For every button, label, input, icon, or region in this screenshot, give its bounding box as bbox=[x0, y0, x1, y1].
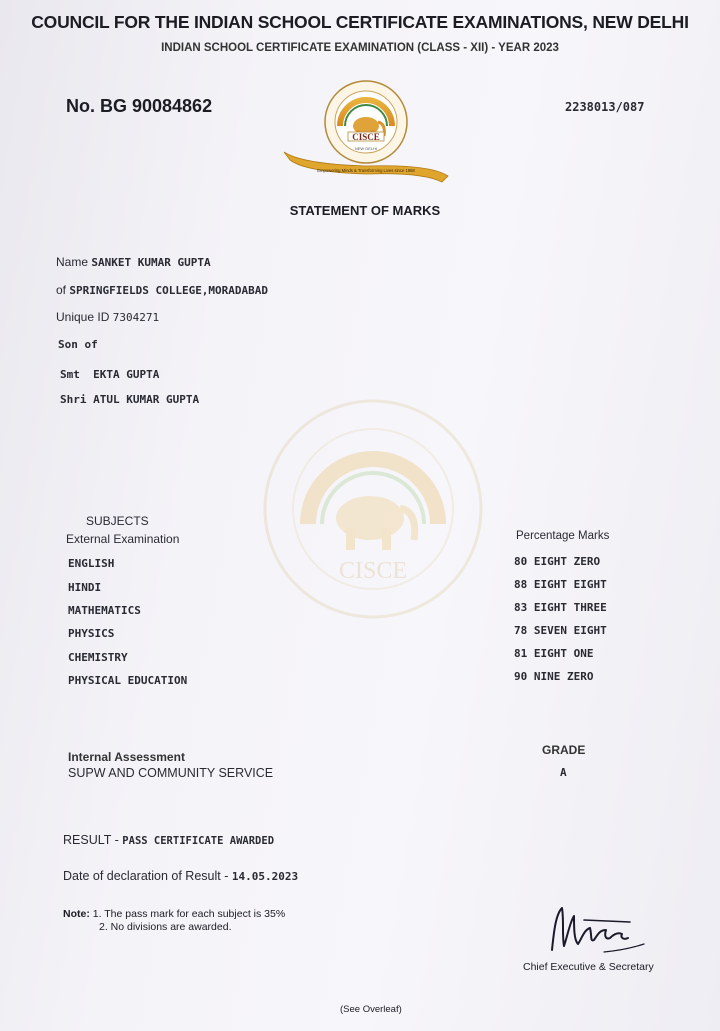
subject-marks: 90 NINE ZERO bbox=[514, 670, 594, 683]
council-heading: COUNCIL FOR THE INDIAN SCHOOL CERTIFICATE EXAMINATIONS, NEW DELHI bbox=[31, 12, 689, 32]
note-line-2: 2. No divisions are awarded. bbox=[99, 921, 232, 933]
subjects-heading: SUBJECTS bbox=[86, 514, 149, 528]
mother-row bbox=[60, 368, 159, 381]
declaration-row bbox=[63, 869, 298, 883]
certificate-number: No. BG 90084862 bbox=[66, 96, 213, 116]
logo-seal-text: CISCE bbox=[352, 132, 380, 142]
subject-name: HINDI bbox=[68, 581, 102, 594]
unique-id: 7304271 bbox=[112, 311, 160, 324]
secretary-signature bbox=[540, 900, 652, 956]
result-row bbox=[63, 833, 274, 847]
mother-label: Smt bbox=[60, 368, 80, 381]
unique-id-label: Unique ID bbox=[56, 310, 110, 324]
candidate-name: SANKET KUMAR GUPTA bbox=[91, 256, 211, 269]
subject-marks: 80 EIGHT ZERO bbox=[514, 555, 601, 568]
relation-label: Son of bbox=[58, 338, 98, 351]
subject-name: CHEMISTRY bbox=[68, 651, 128, 664]
note-line-1: 1. The pass mark for each subject is 35% bbox=[92, 908, 286, 920]
school-name: SPRINGFIELDS COLLEGE,MORADABAD bbox=[69, 284, 269, 297]
reference-number: 2238013/087 bbox=[565, 100, 645, 114]
signatory-title: Chief Executive & Secretary bbox=[523, 961, 654, 973]
school-row bbox=[56, 283, 268, 297]
document-title: STATEMENT OF MARKS bbox=[289, 203, 441, 218]
unique-id-row bbox=[56, 310, 159, 324]
name-label: Name bbox=[56, 255, 89, 269]
declaration-date: 14.05.2023 bbox=[231, 870, 299, 883]
father-label: Shri bbox=[60, 393, 87, 406]
internal-assessment-heading: Internal Assessment bbox=[68, 750, 185, 764]
logo-ribbon-text: Empowering Minds & Transforming Lives since 1958 bbox=[317, 168, 415, 173]
grade-heading: GRADE bbox=[542, 743, 586, 757]
note-block bbox=[63, 908, 285, 920]
grade-value: A bbox=[560, 766, 567, 779]
cisce-watermark bbox=[262, 398, 484, 620]
subject-marks: 78 SEVEN EIGHT bbox=[514, 624, 607, 637]
father-name: ATUL KUMAR GUPTA bbox=[93, 393, 200, 406]
internal-subject: SUPW AND COMMUNITY SERVICE bbox=[68, 766, 274, 780]
subject-marks: 83 EIGHT THREE bbox=[514, 601, 607, 614]
external-exam-heading: External Examination bbox=[66, 532, 180, 546]
candidate-name-row bbox=[56, 255, 211, 269]
watermark-text: CISCE bbox=[338, 558, 408, 584]
subject-marks: 88 EIGHT EIGHT bbox=[514, 578, 607, 591]
school-label: of bbox=[56, 283, 67, 297]
subject-marks: 81 EIGHT ONE bbox=[514, 647, 594, 660]
declaration-label: Date of declaration of Result - bbox=[63, 869, 229, 883]
subject-name: MATHEMATICS bbox=[68, 604, 141, 617]
result-value: PASS CERTIFICATE AWARDED bbox=[122, 835, 275, 847]
father-row bbox=[60, 393, 199, 406]
note-label: Note: bbox=[63, 908, 90, 920]
exam-heading: INDIAN SCHOOL CERTIFICATE EXAMINATION (CLASS - XII) - YEAR 2023 bbox=[161, 42, 559, 54]
subject-name: PHYSICS bbox=[68, 627, 115, 640]
see-overleaf: (See Overleaf) bbox=[340, 1004, 402, 1015]
percentage-marks-heading: Percentage Marks bbox=[516, 530, 610, 542]
mother-name: EKTA GUPTA bbox=[93, 368, 160, 381]
result-label: RESULT - bbox=[63, 833, 119, 847]
subject-name: ENGLISH bbox=[68, 557, 115, 570]
cisce-logo bbox=[282, 80, 450, 190]
logo-place-text: NEW DELHI bbox=[354, 146, 378, 151]
subject-name: PHYSICAL EDUCATION bbox=[68, 674, 188, 687]
